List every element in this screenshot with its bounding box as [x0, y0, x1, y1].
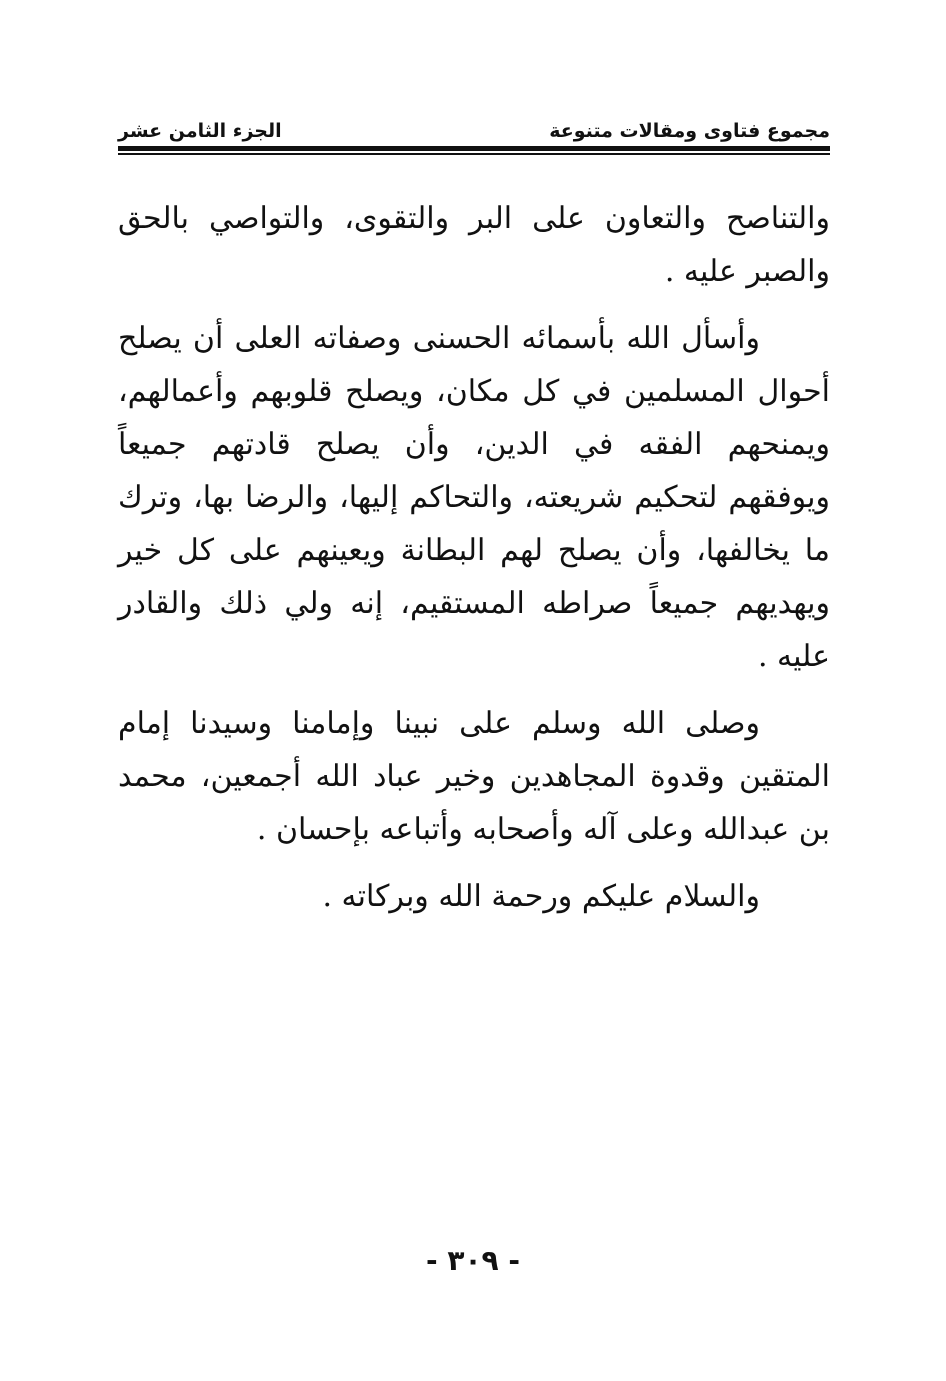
- header-rule-thick: [118, 146, 830, 151]
- paragraph-closing: والسلام عليكم ورحمة الله وبركاته .: [322, 879, 760, 914]
- paragraph-continuation: والتناصح والتعاون على البر والتقوى، والتواصي بالحق والصبر عليه .: [118, 201, 830, 289]
- header-rule-thin: [118, 153, 830, 155]
- paragraph-supplication: وأسأل الله بأسمائه الحسنى وصفاته العلى أن يصلح أحوال المسلمين في كل مكان، ويصلح قلوبهم وأعمالهم، ويمنحهم الفقه في الدين، وأن يصلح قادتهم جميعاً ويوفقهم لتحكيم شريعته، والتحاكم إليها، والرضا بها، وترك ما يخالفها، وأن يصلح لهم البطانة ويعينهم على كل خير ويهديهم جميعاً صراطه المستقيم، إنه ولي ذلك والقادر عليه .: [118, 321, 830, 674]
- book-title: مجموع فتاوى ومقالات متنوعة: [549, 120, 830, 142]
- page-number: - ٣٠٩ -: [425, 1244, 521, 1277]
- running-header: [118, 112, 830, 142]
- volume-label: الجزء الثامن عشر: [118, 120, 282, 142]
- body-text: [118, 192, 830, 937]
- paragraph-salutation: وصلى الله وسلم على نبينا وإمامنا وسيدنا إمام المتقين وقدوة المجاهدين وخير عباد الله أجمعين، محمد بن عبدالله وعلى آله وأصحابه وأتباعه بإحسان .: [118, 706, 830, 847]
